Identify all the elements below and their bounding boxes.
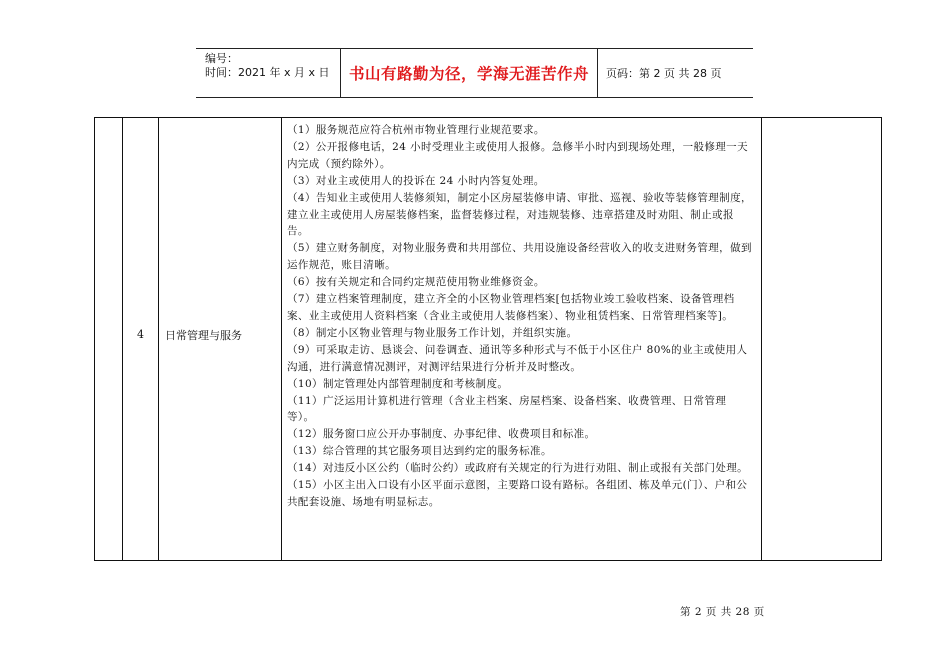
content-line: （11）广泛运用计算机进行管理（含业主档案、房屋档案、设备档案、收费管理、日常管理等）。: [287, 394, 727, 424]
row-content: [287, 122, 753, 511]
standards-table: [94, 117, 882, 561]
content-line: （6）按有关规定和合同约定规范使用物业维修资金。: [287, 276, 545, 289]
motto-text: 书山有路勤为径，学海无涯苦作舟: [348, 64, 589, 83]
content-line: （2）公开报修电话，24 小时受理业主或使用人报修。急修半小时内到现场处理，一般修理一天内完成（预约除外）。: [287, 140, 748, 170]
column-divider: [761, 118, 762, 560]
time-label: 时间：2021 年 x 月 x 日: [205, 66, 330, 79]
content-line: （14）对违反小区公约（临时公约）或政府有关规定的行为进行劝阻、制止或报有关部门处理。: [287, 462, 749, 475]
page-header: [196, 48, 753, 98]
content-line: （4）告知业主或使用人装修须知，制定小区房屋装修申请、审批、巡视、验收等装修管理制度，建立业主或使用人房屋装修档案，监督装修过程，对违规装修、违章搭建及时劝阻、制止或报告。: [287, 191, 752, 238]
page-footer: 第 2 页 共 28 页: [680, 606, 765, 618]
content-line: （10）制定管理处内部管理制度和考核制度。: [287, 377, 509, 390]
content-line: （7）建立档案管理制度，建立齐全的小区物业管理档案[包括物业竣工验收档案、设备管理档案、业主或使用人资料档案（含业主或使用人装修档案）、物业租赁档案、日常管理档案等]。: [287, 293, 735, 322]
page-label: 页码：第 2 页 共 28 页: [606, 67, 722, 80]
header-meta-cell: [196, 49, 341, 97]
content-line: （15）小区主出入口设有小区平面示意图，主要路口设有路标。各组团、栋及单元(门）、户和公共配套设施、场地有明显标志。: [287, 479, 748, 508]
row-item-title: 日常管理与服务: [165, 329, 242, 342]
row-number: 4: [137, 328, 144, 341]
content-line: （9）可采取走访、恳谈会、问卷调查、通讯等多种形式与不低于小区住户 80%的业主或使用人沟通，进行满意情况测评，对测评结果进行分析并及时整改。: [287, 343, 748, 373]
header-motto-cell: [341, 49, 598, 97]
column-divider: [158, 118, 159, 560]
content-line: （1）服务规范应符合杭州市物业管理行业规范要求。: [287, 124, 545, 136]
column-divider: [281, 118, 282, 560]
content-line: （8）制定小区物业管理与物业服务工作计划，并组织实施。: [287, 326, 578, 339]
content-line: （13）综合管理的其它服务项目达到约定的服务标准。: [287, 445, 552, 458]
content-line: （5）建立财务制度，对物业服务费和共用部位、共用设施设备经营收入的收支进财务管理，做到运作规范，账目清晰。: [287, 242, 752, 272]
number-label: 编号：: [205, 52, 238, 65]
content-line: （12）服务窗口应公开办事制度、办事纪律、收费项目和标准。: [287, 428, 596, 441]
header-page-cell: [598, 49, 753, 97]
content-line: （3）对业主或使用人的投诉在 24 小时内答复处理。: [287, 174, 545, 187]
